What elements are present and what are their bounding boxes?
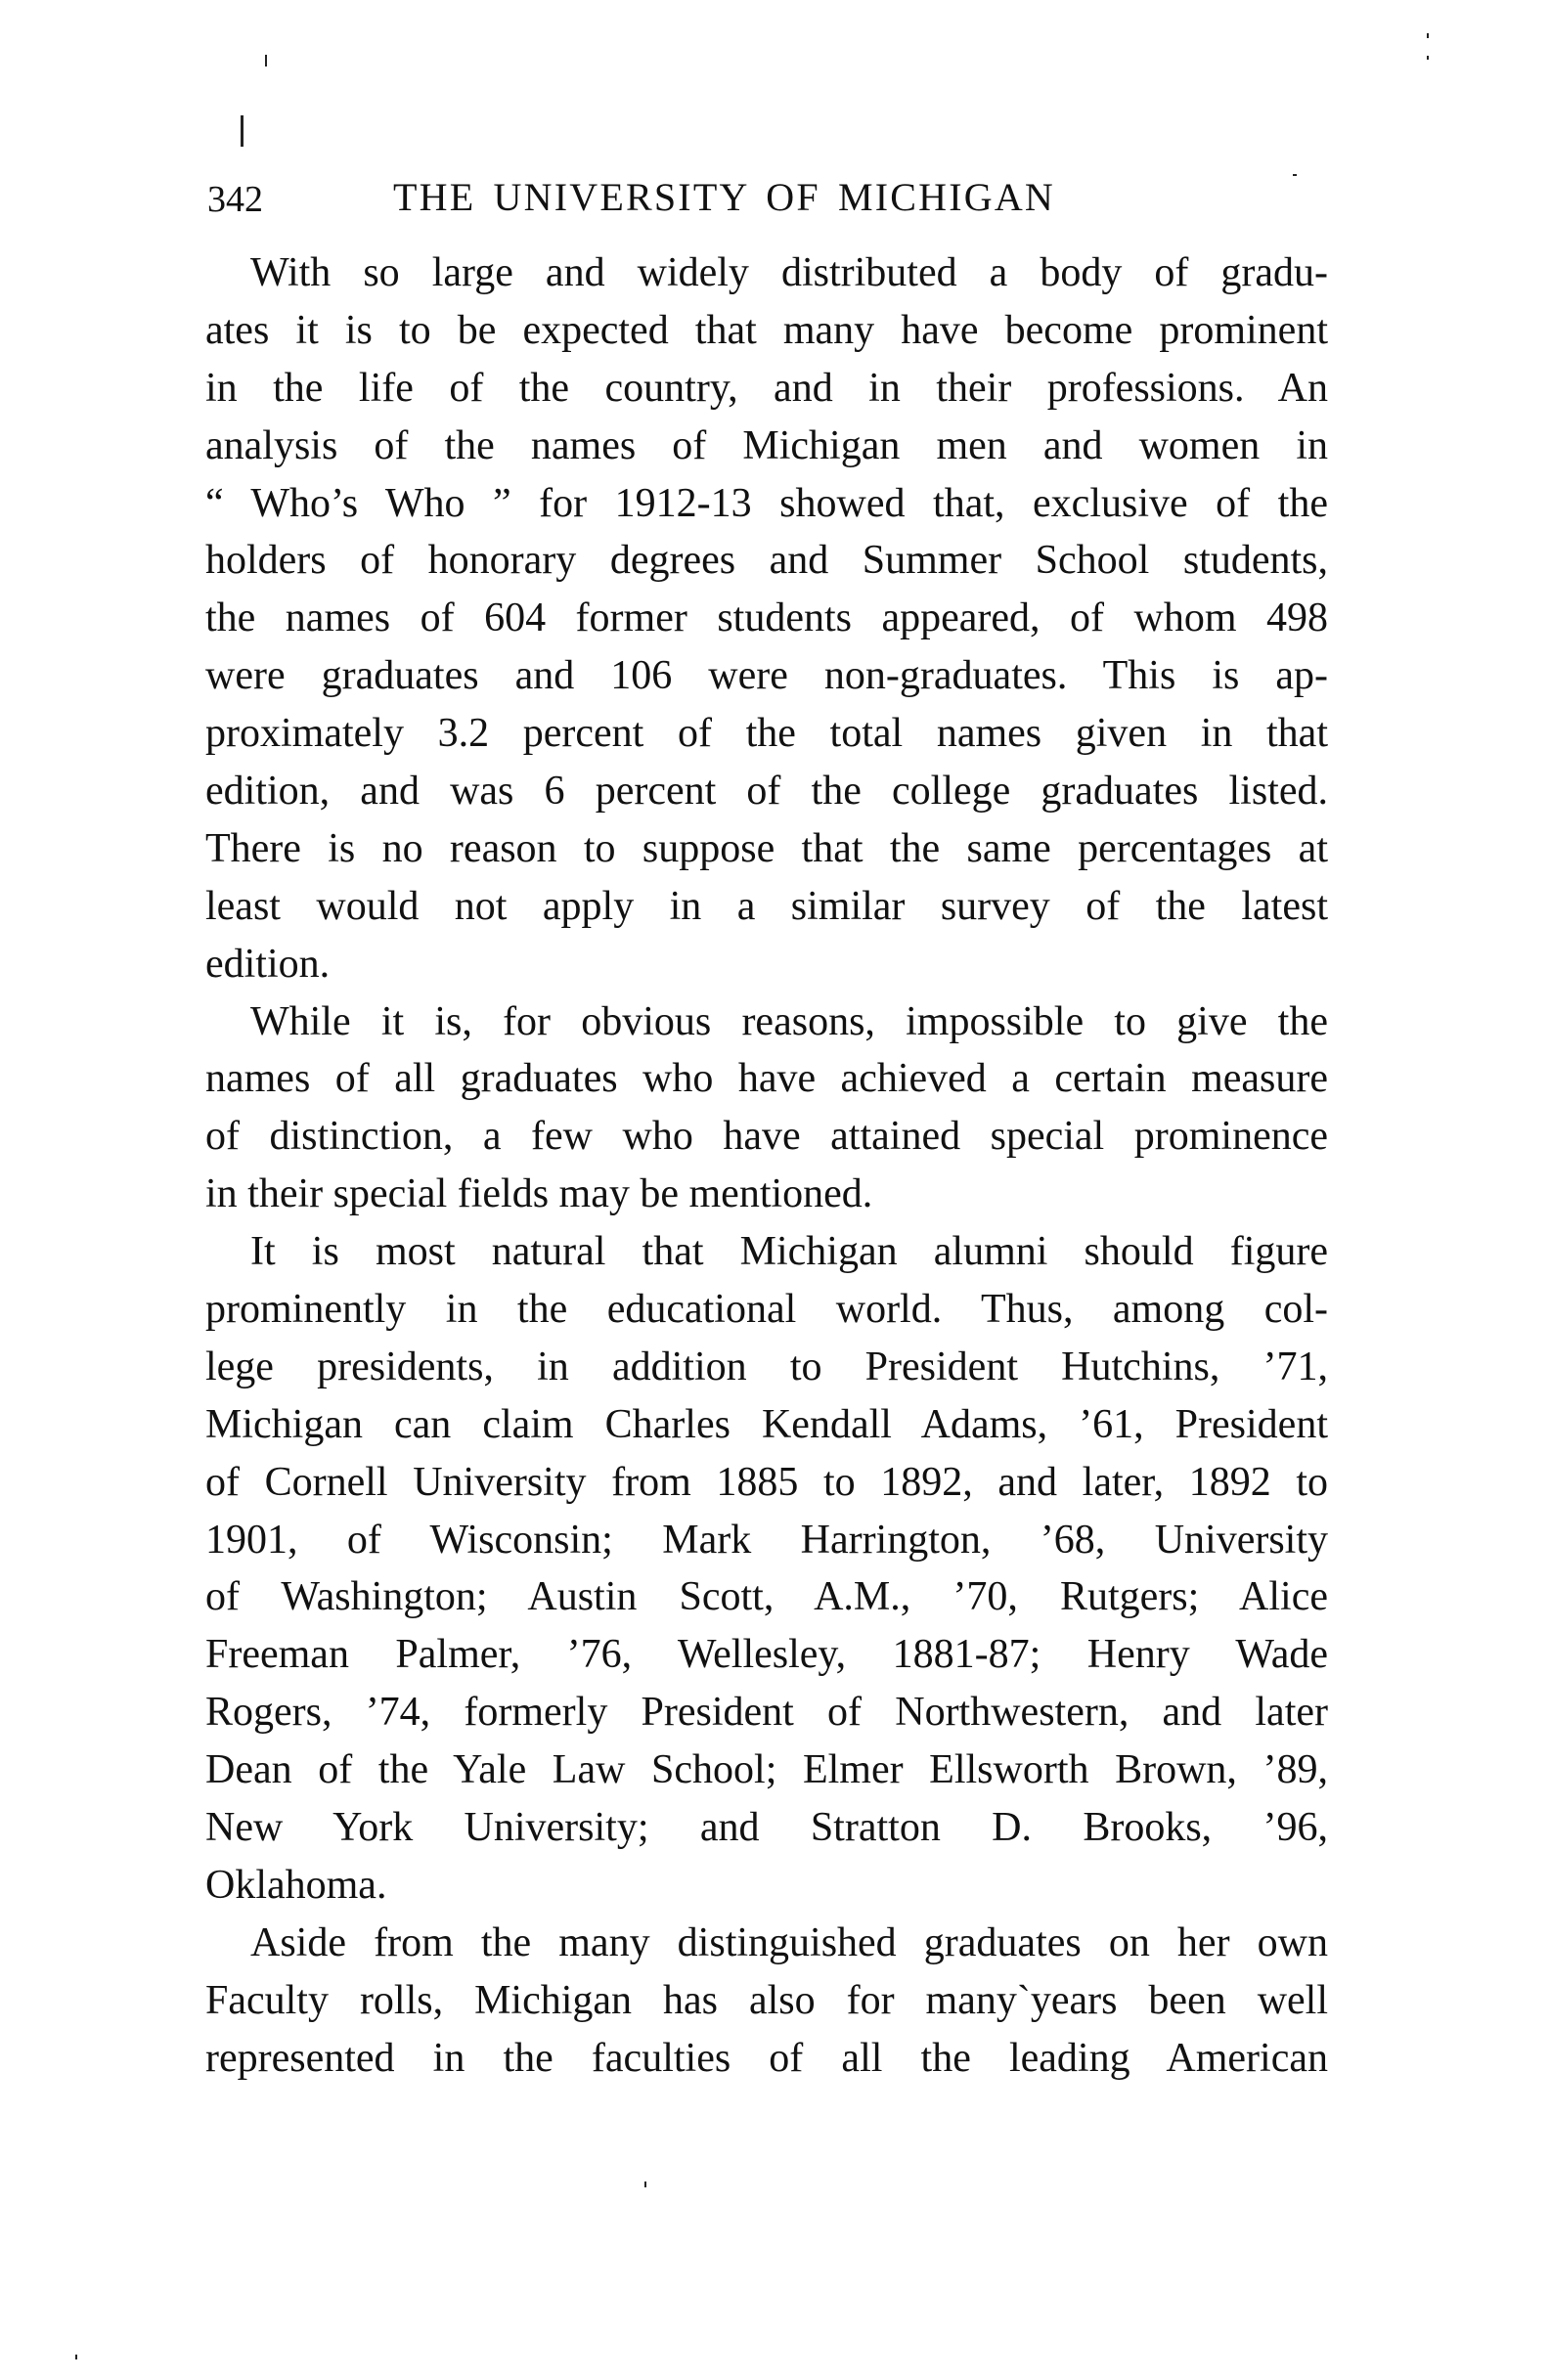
scan-speck-top-right — [1427, 33, 1429, 38]
text-line: were graduates and 106 were non-graduates. This is ap- — [205, 653, 1328, 699]
scan-mark-top — [265, 55, 267, 66]
scan-speck-bottom — [644, 2182, 646, 2187]
text-line: While it is, for obvious reasons, impossible to give the — [250, 998, 1328, 1044]
text-line: proximately 3.2 percent of the total names given in that — [205, 711, 1328, 757]
scan-speck-bottom-left — [75, 2355, 77, 2359]
text-line: 1901, of Wisconsin; Mark Harrington, ’68, University — [205, 1517, 1328, 1563]
body-text — [205, 244, 1328, 2088]
scan-mark-left — [241, 115, 244, 147]
text-line: names of all graduates who have achieved a certain measure — [205, 1056, 1328, 1102]
text-line: in the life of the country, and in their professions. An — [205, 365, 1328, 411]
text-line: Aside from the many distinguished graduates on her own — [250, 1919, 1328, 1965]
text-line: lege presidents, in addition to President Hutchins, ’71, — [205, 1344, 1328, 1389]
text-line: “ Who’s Who ” for 1912-13 showed that, exclusive of the — [205, 480, 1328, 526]
text-line: of Cornell University from 1885 to 1892, and later, 1892 to — [205, 1459, 1328, 1505]
running-head — [205, 174, 1330, 229]
text-line: New York University; and Stratton D. Brooks, ’96, — [205, 1805, 1328, 1851]
running-title: THE UNIVERSITY OF MICHIGAN — [393, 175, 1056, 219]
text-line: There is no reason to suppose that the same percentages at — [205, 825, 1328, 871]
text-line: of Washington; Austin Scott, A.M., ’70, Rutgers; Alice — [205, 1574, 1328, 1620]
text-line: It is most natural that Michigan alumni should figure — [250, 1229, 1328, 1275]
text-line: Oklahoma. — [205, 1862, 387, 1908]
text-line: Dean of the Yale Law School; Elmer Ellsworth Brown, ’89, — [205, 1747, 1328, 1793]
paragraph-1 — [205, 244, 1328, 993]
text-line: of distinction, a few who have attained special prominence — [205, 1114, 1328, 1160]
text-line: in their special fields may be mentioned. — [205, 1171, 873, 1217]
text-line: analysis of the names of Michigan men and women in — [205, 422, 1328, 468]
paragraph-2 — [205, 993, 1328, 1224]
scan-speck-top-right-2 — [1427, 56, 1429, 60]
text-line: Rogers, ’74, formerly President of Northwestern, and later — [205, 1690, 1328, 1736]
text-line: Freeman Palmer, ’76, Wellesley, 1881-87; Henry Wade — [205, 1632, 1328, 1678]
paragraph-3 — [205, 1223, 1328, 1915]
text-line: edition, and was 6 percent of the college graduates listed. — [205, 769, 1328, 815]
text-line: the names of 604 former students appeared, of whom 498 — [205, 595, 1328, 641]
text-line: represented in the faculties of all the leading American — [205, 2035, 1328, 2081]
text-line: ates it is to be expected that many have become prominent — [205, 307, 1328, 353]
text-line: edition. — [205, 941, 331, 987]
text-line: With so large and widely distributed a body of gradu- — [250, 250, 1328, 295]
page-number: 342 — [207, 179, 263, 220]
text-line: holders of honorary degrees and Summer School students, — [205, 538, 1328, 584]
paragraph-4 — [205, 1915, 1328, 2088]
text-line: Michigan can claim Charles Kendall Adams, ’61, President — [205, 1401, 1328, 1447]
text-line: Faculty rolls, Michigan has also for manyˋyears been well — [205, 1977, 1328, 2023]
text-line: least would not apply in a similar survey of the latest — [205, 883, 1328, 929]
text-line: prominently in the educational world. Thus, among col- — [205, 1287, 1328, 1333]
